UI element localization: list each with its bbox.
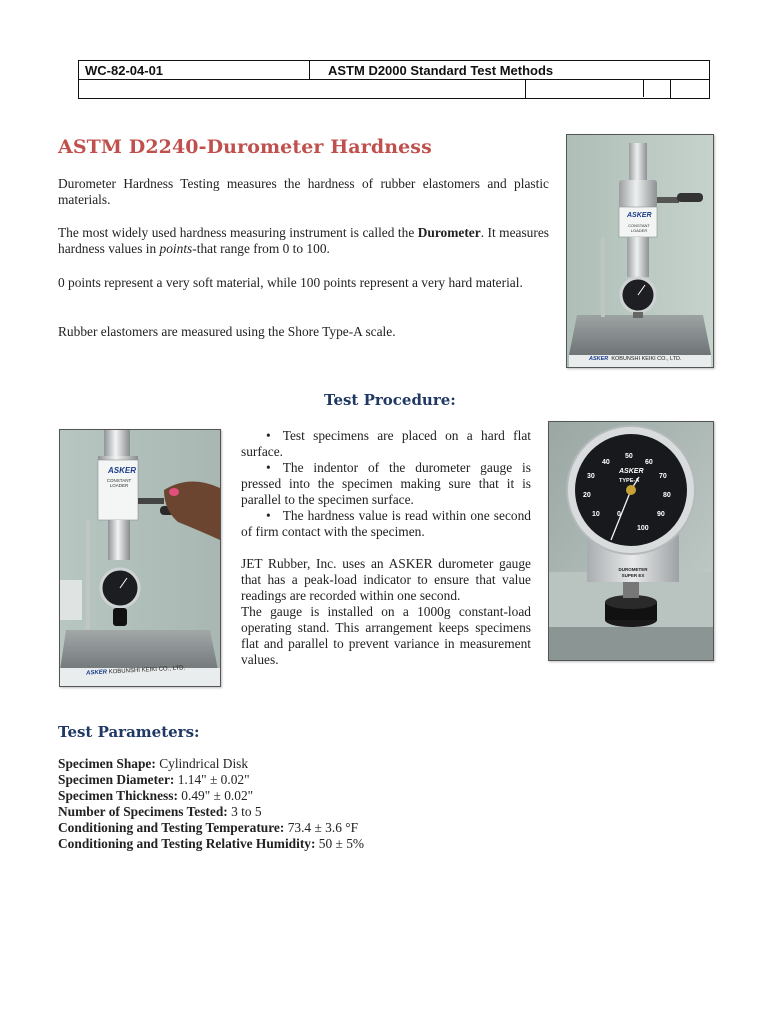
param-thickness [58, 788, 364, 804]
stand2-brand-label: ASKER [108, 466, 137, 475]
param-thickness-value: 0.49" ± 0.02" [177, 788, 254, 803]
dial-number-20: 20 [583, 492, 591, 499]
intro-p2 [58, 225, 549, 257]
dial-number-90: 90 [657, 511, 665, 518]
dial-number-100: 100 [637, 525, 649, 532]
base2-brand: ASKER [85, 669, 108, 677]
procedure-bullet-2: • The indentor of the durometer gauge is pressed into the specimen making sure that it is parallel to the specimen surface. [241, 460, 531, 508]
header-divider [643, 79, 644, 97]
dial-number-70: 70 [659, 473, 667, 480]
param-thickness-label: Specimen Thickness: [58, 788, 178, 803]
header-empty-cell-2 [526, 80, 671, 99]
parameters-list [58, 756, 364, 852]
intro-p2-text-a: The most widely used hardness measuring instrument is called the [58, 225, 418, 240]
stand2-constant-label: CONSTANT LOADER [106, 478, 132, 488]
procedure-heading: Test Procedure: [324, 391, 456, 409]
dial-number-30: 30 [587, 473, 595, 480]
dial-model-label: DUROMETER SUPER EX [618, 567, 648, 578]
param-count-value: 3 to 5 [227, 804, 262, 819]
param-count [58, 804, 364, 820]
intro-p2-text-b: . It measures hardness values in [58, 225, 549, 256]
procedure-p2: The gauge is installed on a 1000g constant-load operating stand. This arrangement keeps specimens flat and parallel to prevent variance in measurement values. [241, 604, 531, 667]
procedure-text [241, 428, 531, 668]
dial-number-10: 10 [592, 511, 600, 518]
base2-company: KOBUNSHI KEIKI CO., LTD. [108, 665, 186, 676]
stand-brand-label: ASKER [627, 212, 652, 219]
durometer-dial-photo [548, 421, 714, 661]
stand-constant-label: CONSTANT LOADER [628, 223, 650, 233]
procedure-bullet-3: • The hardness value is read within one second of firm contact with the specimen. [241, 508, 531, 540]
header-empty-cell-3 [671, 80, 710, 99]
param-diameter-value: 1.14" ± 0.02" [174, 772, 250, 787]
durometer-stand-photo [566, 134, 714, 368]
dial-number-0: 0 [617, 511, 621, 518]
param-shape-value: Cylindrical Disk [155, 756, 249, 771]
base-brand: ASKER [589, 356, 609, 362]
param-diameter-label: Specimen Diameter: [58, 772, 175, 787]
operating-stand-photo [59, 429, 221, 687]
param-count-label: Number of Specimens Tested: [58, 804, 228, 819]
parameters-heading: Test Parameters: [58, 723, 200, 741]
param-temperature [58, 820, 364, 836]
header-empty-cell-1 [79, 80, 526, 99]
param-temperature-value: 73.4 ± 3.6 °F [284, 820, 359, 835]
dial-type-label: TYPE-A [619, 478, 640, 484]
dial-number-40: 40 [602, 459, 610, 466]
dial-brand-label: ASKER [619, 468, 644, 475]
intro-p2-italic: points [159, 241, 193, 256]
doc-code: WC-82-04-01 [79, 61, 310, 80]
document-header-table [78, 60, 710, 99]
intro-p1: Durometer Hardness Testing measures the hardness of rubber elastomers and plastic materials. [58, 176, 549, 207]
intro-p3: 0 points represent a very soft material, while 100 points represent a very hard material. [58, 275, 523, 290]
param-diameter [58, 772, 364, 788]
intro-p4: Rubber elastomers are measured using the Shore Type-A scale. [58, 324, 396, 339]
doc-title: ASTM D2000 Standard Test Methods [310, 61, 710, 80]
param-humidity-label: Conditioning and Testing Relative Humidity: [58, 836, 316, 851]
base-plate-label [589, 356, 682, 362]
intro-p2-bold: Durometer [417, 225, 481, 240]
param-temperature-label: Conditioning and Testing Temperature: [58, 820, 285, 835]
param-shape-label: Specimen Shape: [58, 756, 156, 771]
page-title: ASTM D2240-Durometer Hardness [58, 136, 432, 158]
base-company: KOBUNSHI KEIKI CO., LTD. [611, 356, 682, 362]
dial-number-80: 80 [663, 492, 671, 499]
procedure-bullet-1: • Test specimens are placed on a hard flat surface. [241, 428, 531, 460]
param-humidity [58, 836, 364, 852]
intro-p2-text-c: -that range from 0 to 100. [192, 241, 330, 256]
procedure-p1: JET Rubber, Inc. uses an ASKER durometer gauge that has a peak-load indicator to ensure that value readings are recorded within one second. [241, 556, 531, 603]
param-shape [58, 756, 364, 772]
dial-number-50: 50 [625, 453, 633, 460]
param-humidity-value: 50 ± 5% [315, 836, 365, 851]
dial-number-60: 60 [645, 459, 653, 466]
